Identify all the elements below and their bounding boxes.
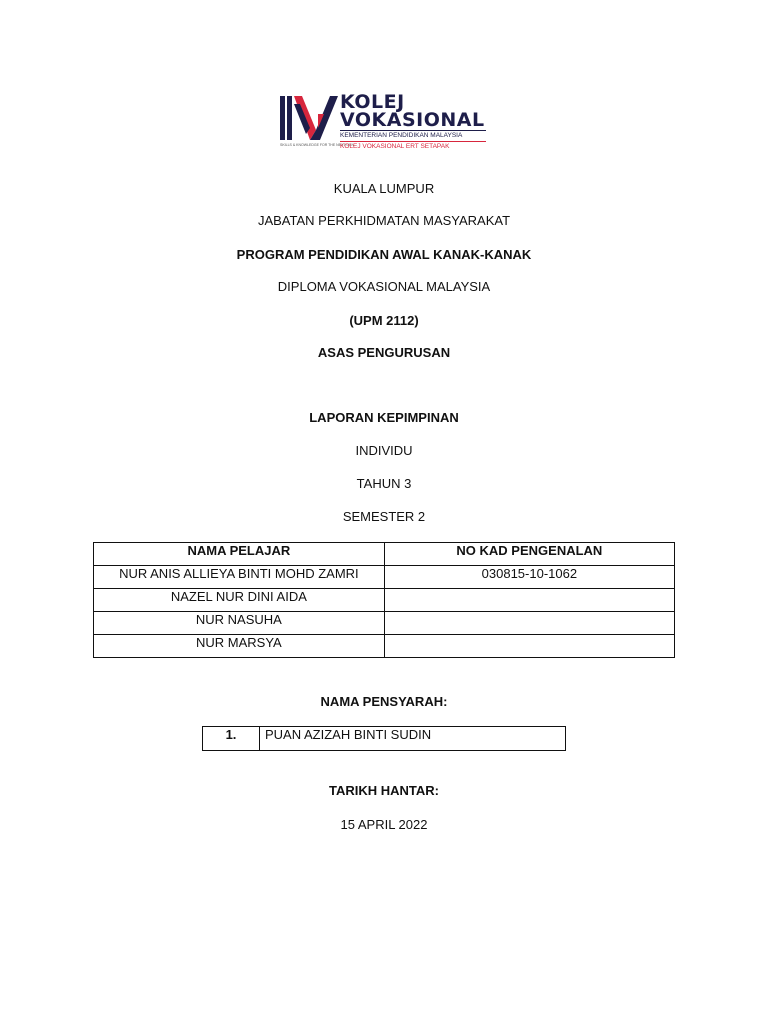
course-name: ASAS PENGURUSAN [317, 345, 451, 360]
table-row [94, 635, 675, 658]
logo-title-line2: VOKASIONAL [340, 109, 485, 131]
ic-number-cell: 030815-10-1062 [384, 566, 674, 589]
lecturer-label: NAMA PENSYARAH: [320, 694, 448, 709]
ic-number-cell [384, 635, 674, 658]
lecturer-number: 1. [203, 727, 260, 751]
header-student-name: NAMA PELAJAR [94, 543, 385, 566]
students-table [93, 542, 675, 658]
student-name-cell: NUR NASUHA [94, 612, 385, 635]
table-header-row [94, 543, 675, 566]
table-row [94, 566, 675, 589]
report-semester: SEMESTER 2 [342, 509, 426, 524]
student-name-cell: NAZEL NUR DINI AIDA [94, 589, 385, 612]
lecturer-name: PUAN AZIZAH BINTI SUDIN [260, 727, 566, 751]
logo-college-name: KOLEJ VOKASIONAL ERT SETAPAK [340, 141, 486, 151]
submission-date: 15 APRIL 2022 [340, 817, 428, 832]
report-title: LAPORAN KEPIMPINAN [309, 410, 459, 425]
logo-ministry: KEMENTERIAN PENDIDIKAN MALAYSIA [340, 130, 486, 140]
logo-tagline: SKILLS & KNOWLEDGE FOR THE NEXT GEN [280, 143, 354, 147]
lecturer-table [202, 726, 566, 751]
submission-label: TARIKH HANTAR: [329, 783, 439, 798]
table-row [94, 612, 675, 635]
table-row [203, 727, 566, 751]
college-logo [280, 91, 490, 154]
diploma: DIPLOMA VOKASIONAL MALAYSIA [277, 279, 491, 294]
header-ic-number: NO KAD PENGENALAN [384, 543, 674, 566]
student-name-cell: NUR MARSYA [94, 635, 385, 658]
logo-title-line1: KOLEJ [340, 91, 405, 113]
ic-number-cell [384, 612, 674, 635]
course-code: (UPM 2112) [349, 313, 419, 328]
report-year: TAHUN 3 [356, 476, 412, 491]
student-name-cell: NUR ANIS ALLIEYA BINTI MOHD ZAMRI [94, 566, 385, 589]
city: KUALA LUMPUR [333, 181, 435, 196]
department: JABATAN PERKHIDMATAN MASYARAKAT [257, 213, 511, 228]
ic-number-cell [384, 589, 674, 612]
table-row [94, 589, 675, 612]
kv-logo-icon [280, 96, 338, 142]
report-type: INDIVIDU [355, 443, 413, 458]
program-title: PROGRAM PENDIDIKAN AWAL KANAK-KANAK [236, 247, 532, 262]
